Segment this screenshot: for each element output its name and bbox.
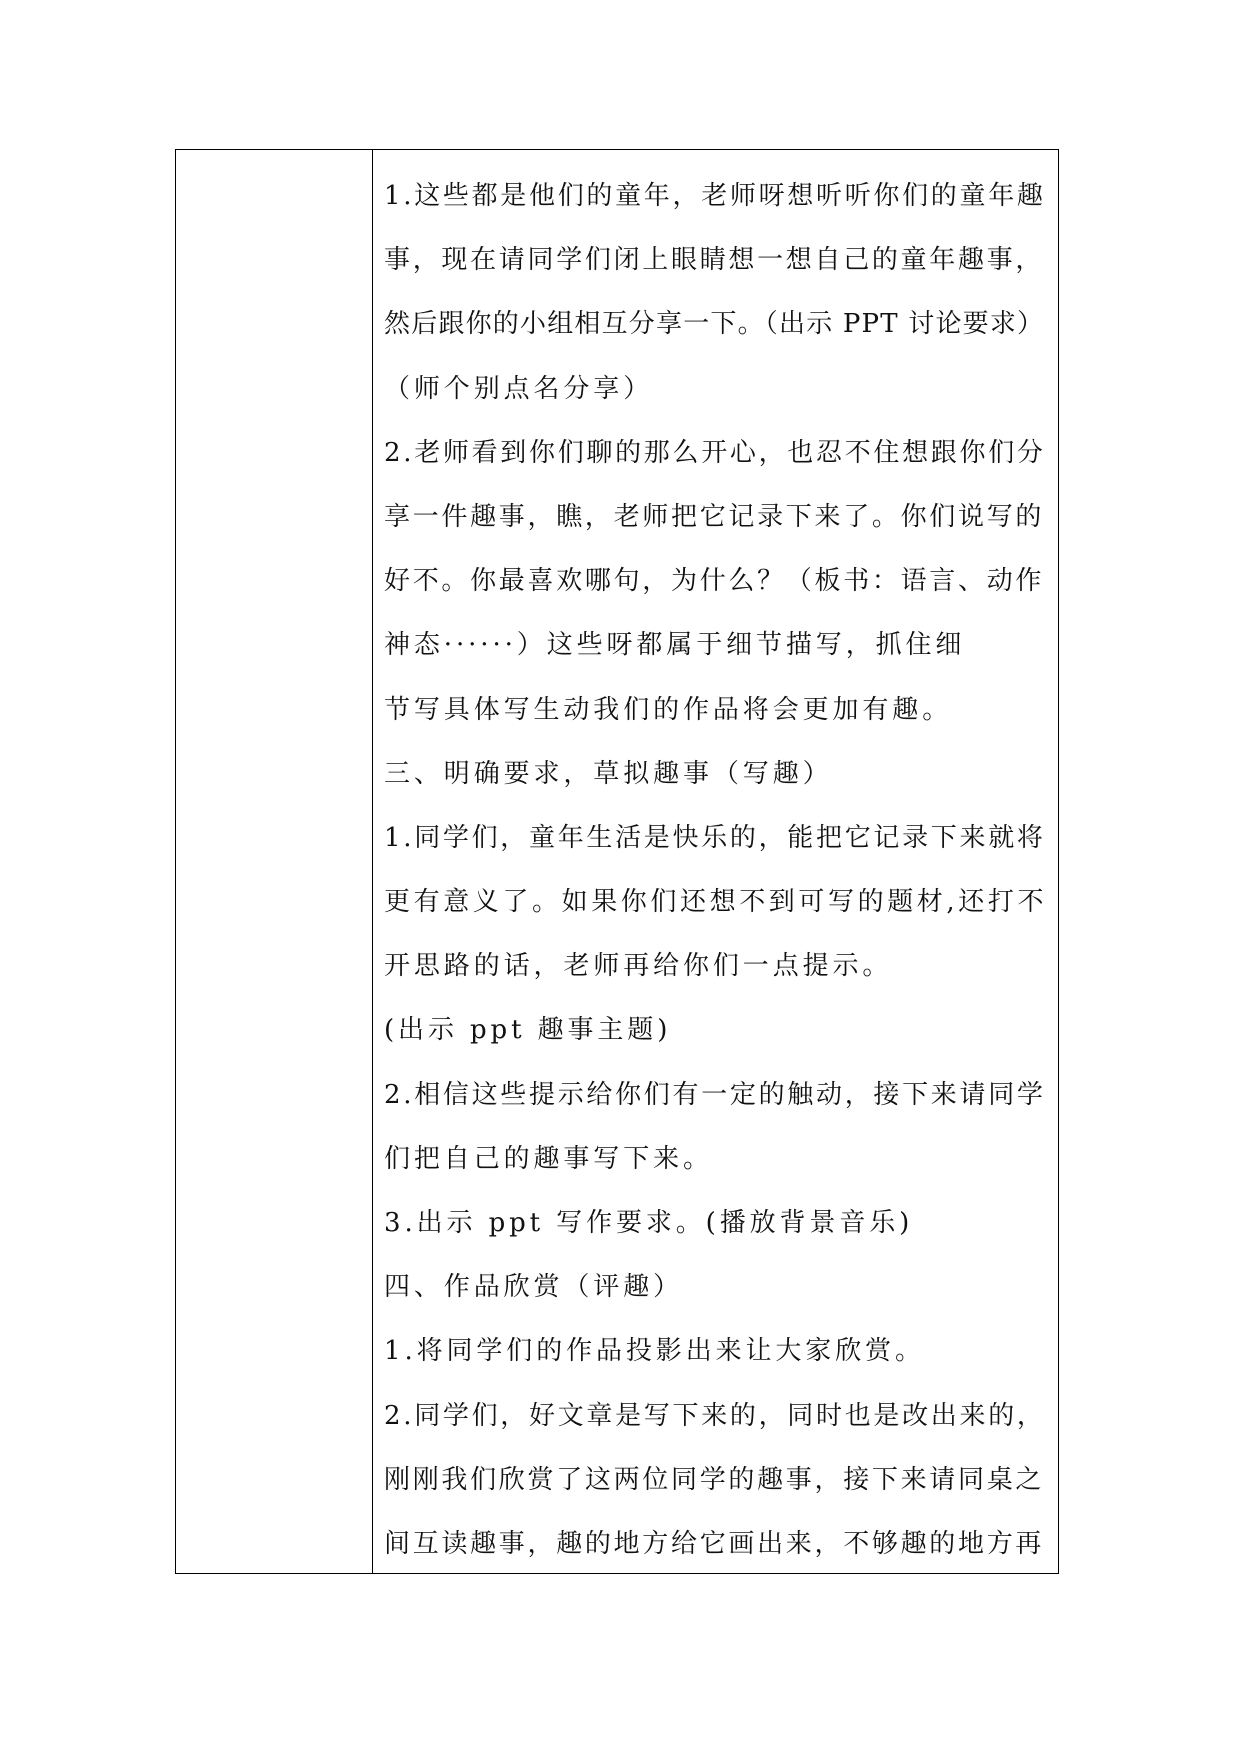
text-line: 1.这些都是他们的童年，老师呀想听听你们的童年趣: [384, 181, 1046, 211]
text-line: 1.同学们，童年生活是快乐的，能把它记录下来就将: [384, 822, 1046, 853]
text-line: 然后跟你的小组相互分享一下。（出示 PPT 讨论要求）: [384, 309, 1045, 340]
text-line: 开思路的话，老师再给你们一点提示。: [384, 951, 893, 982]
section-heading: 三、明确要求，草拟趣事（写趣）: [384, 758, 833, 789]
text-line: 1.将同学们的作品投影出来让大家欣赏。: [384, 1336, 925, 1367]
table-left-cell: [176, 150, 373, 1573]
text-line: 3.出示 ppt 写作要求。(播放背景音乐): [384, 1208, 914, 1238]
text-line: 享一件趣事，瞧，老师把它记录下来了。你们说写的: [384, 501, 1045, 532]
text-line: 刚刚我们欣赏了这两位同学的趣事，接下来请同桌之: [384, 1464, 1045, 1495]
text-line: （师个别点名分享）: [384, 373, 654, 404]
lesson-plan-table: [175, 149, 1059, 1574]
text-line: 2.老师看到你们聊的那么开心，也忍不住想跟你们分: [384, 437, 1046, 468]
text-line: 更有意义了。如果你们还想不到可写的题材,还打不: [384, 887, 1048, 918]
text-line: 们把自己的趣事写下来。: [384, 1143, 713, 1174]
text-line: 间互读趣事，趣的地方给它画出来，不够趣的地方再: [384, 1528, 1045, 1559]
text-line: 2.相信这些提示给你们有一定的触动，接下来请同学: [384, 1079, 1046, 1110]
text-line: 好不。你最喜欢哪句，为什么？（板书：语言、动作: [384, 566, 1045, 597]
text-line: (出示 ppt 趣事主题): [384, 1015, 672, 1046]
text-line: 事，现在请同学们闭上眼睛想一想自己的童年趣事，: [384, 245, 1045, 276]
table-right-cell: [373, 150, 1058, 1573]
text-line: 神态······）这些呀都属于细节描写，抓住细: [384, 630, 966, 661]
section-heading: 四、作品欣赏（评趣）: [384, 1272, 684, 1303]
text-line: 节写具体写生动我们的作品将会更加有趣。: [384, 694, 953, 725]
text-line: 2.同学们，好文章是写下来的，同时也是改出来的，: [384, 1400, 1046, 1431]
